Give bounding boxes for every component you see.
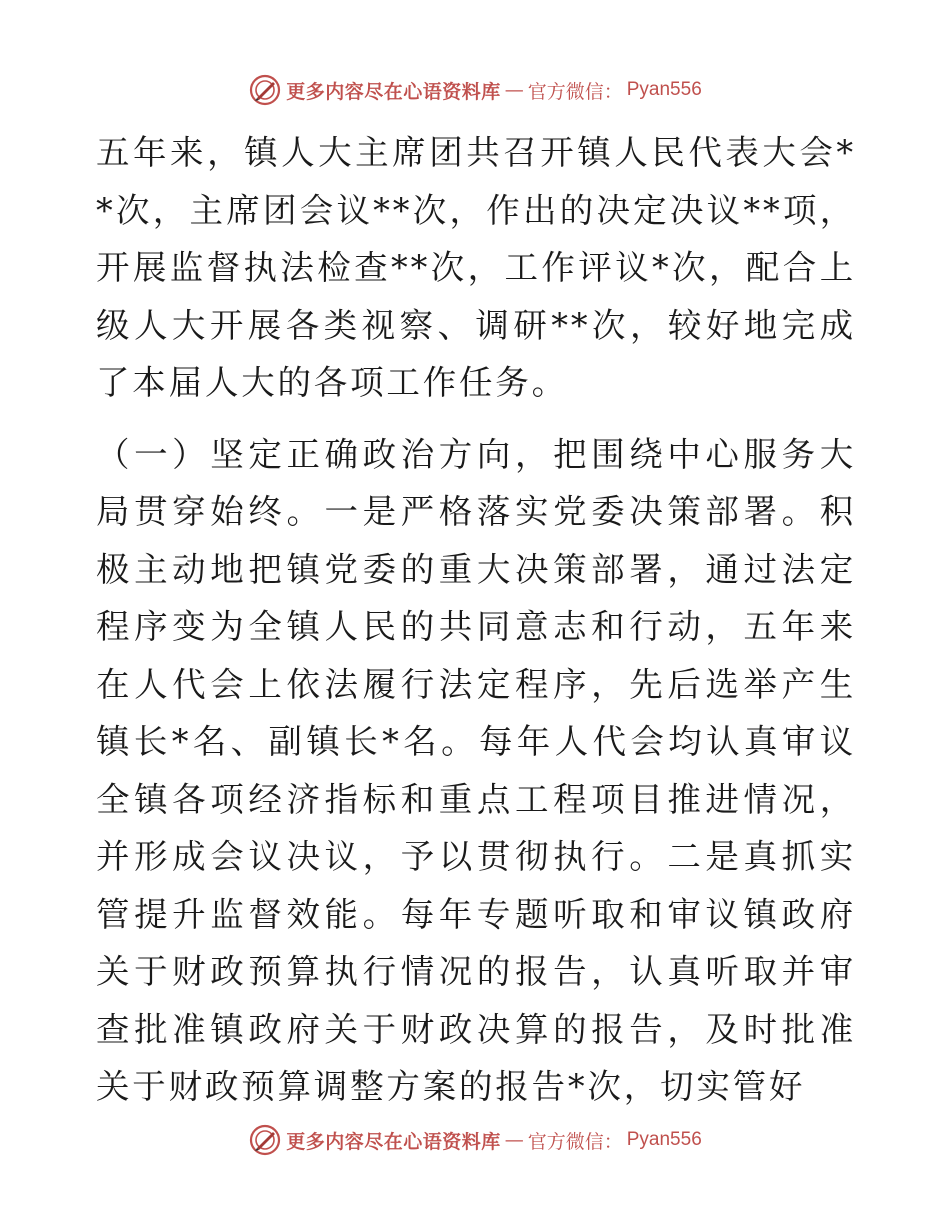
footer-watermark xyxy=(0,1120,950,1160)
watermark-wechat-id: Pyan556 xyxy=(626,79,702,100)
document-body xyxy=(96,124,856,1116)
header-watermark xyxy=(0,70,950,110)
paragraph: 五年来，镇人大主席团共召开镇人民代表大会**次，主席团会议**次，作出的决定决议**项，开展监督执法检查**次，工作评议*次，配合上级人大开展各类视察、调研**次，较好地完成了本届人大的各项工作任务。 xyxy=(96,133,856,402)
watermark-dash: — xyxy=(504,1129,524,1151)
paragraph: （一）坚定正确政治方向，把围绕中心服务大局贯穿始终。一是严格落实党委决策部署。积极主动地把镇党委的重大决策部署，通过法定程序变为全镇人民的共同意志和行动，五年来在人代会上依法履行法定程序，先后选举产生镇长*名、副镇长*名。每年人代会均认真审议全镇各项经济指标和重点工程项目推进情况，并形成会议决议，予以贯彻执行。二是真抓实管提升监督效能。每年专题听取和审议镇政府关于财政预算执行情况的报告，认真听取并审查批准镇政府关于财政决算的报告，及时批准关于财政预算调整方案的报告*次，切实管好 xyxy=(96,434,856,1106)
watermark-site-text: 更多内容尽在心语资料库 xyxy=(286,1130,501,1153)
watermark-site-text: 更多内容尽在心语资料库 xyxy=(286,80,501,103)
watermark-wechat-label: 官方微信： xyxy=(527,1130,623,1153)
watermark-wechat-label: 官方微信： xyxy=(527,80,623,103)
watermark-dash: — xyxy=(504,79,524,101)
pen-logo-icon xyxy=(248,73,282,107)
watermark-wechat-id: Pyan556 xyxy=(626,1129,702,1150)
pen-logo-icon xyxy=(248,1123,282,1157)
